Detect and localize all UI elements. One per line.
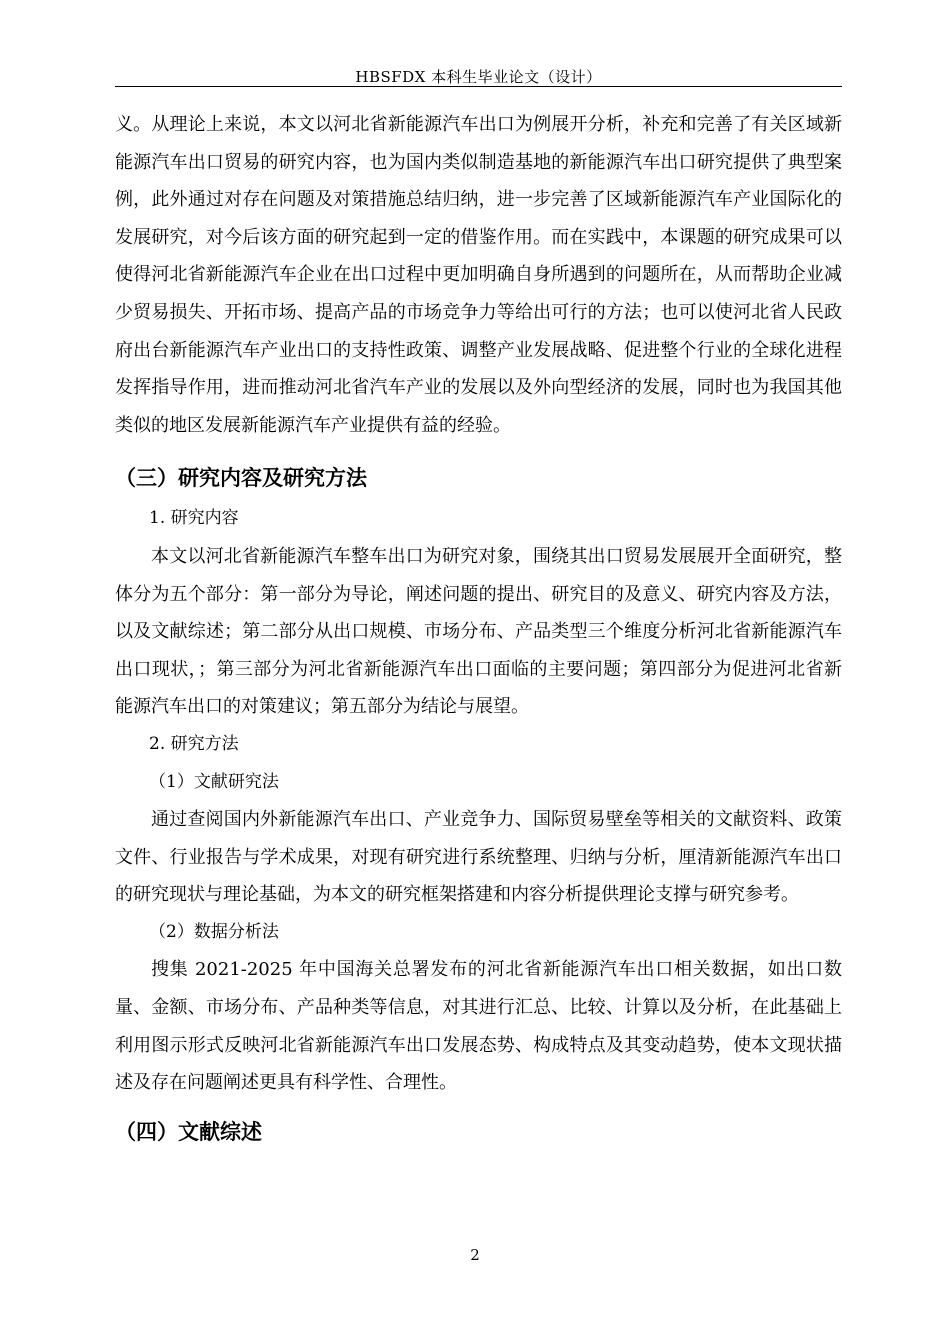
intro-paragraph: 义。从理论上来说，本文以河北省新能源汽车出口为例展开分析，补充和完善了有关区域新能源汽车出口贸易的研究内容，也为国内类似制造基地的新能源汽车出口研究提供了典型案例，此外通过对存在问题及对策措施总结归纳，进一步完善了区域新能源汽车产业国际化的发展研究，对今后该方面的研究起到一定的借鉴作用。而在实践中，本课题的研究成果可以使得河北省新能源汽车企业在出口过程中更加明确自身所遇到的问题所在，从而帮助企业减少贸易损失、开拓市场、提高产品的市场竞争力等给出可行的方法；也可以使河北省人民政府出台新能源汽车产业出口的支持性政策、调整产业发展战略、促进整个行业的全球化进程发挥指导作用，进而推动河北省汽车产业的发展以及外向型经济的发展，同时也为我国其他类似的地区发展新能源汽车产业提供有益的经验。 (115, 114, 842, 436)
section-heading-literature-review: （四）文献综述 (115, 1119, 262, 1144)
method-literature-paragraph: 通过查阅国内外新能源汽车出口、产业竞争力、国际贸易壁垒等相关的文献资料、政策文件、行业报告与学术成果，对现有研究进行系统整理、归纳与分析，厘清新能源汽车出口的研究现状与理论基础，为本文的研究框架搭建和内容分析提供理论支撑与研究参考。 (115, 809, 842, 906)
page-number: 2 (470, 1246, 480, 1264)
research-content-paragraph: 本文以河北省新能源汽车整车出口为研究对象，围绕其出口贸易发展展开全面研究，整体分为五个部分：第一部分为导论，阐述问题的提出、研究目的及意义、研究内容及方法，以及文献综述；第二部分从出口规模、市场分布、产品类型三个维度分析河北省新能源汽车出口现状，；第三部分为河北省新能源汽车出口面临的主要问题；第四部分为促进河北省新能源汽车出口的对策建议；第五部分为结论与展望。 (115, 545, 842, 718)
method-data-title: （2）数据分析法 (149, 921, 279, 942)
method-literature-title: （1）文献研究法 (149, 771, 279, 792)
subheading-research-methods: 2. 研究方法 (149, 733, 239, 754)
header-rule (115, 86, 842, 87)
page-body (115, 106, 842, 1154)
section-heading-research-content-methods: （三）研究内容及研究方法 (115, 466, 367, 491)
method-data-paragraph: 搜集 2021-2025 年中国海关总署发布的河北省新能源汽车出口相关数据，如出口数量、金额、市场分布、产品种类等信息，对其进行汇总、比较、计算以及分析，在此基础上利用图示形式反映河北省新能源汽车出口发展态势、构成特点及其变动趋势，使本文现状描述及存在问题阐述更具有科学性、合理性。 (115, 959, 842, 1094)
running-header: HBSFDX 本科生毕业论文（设计） (355, 68, 602, 86)
subheading-research-content: 1. 研究内容 (149, 508, 239, 529)
